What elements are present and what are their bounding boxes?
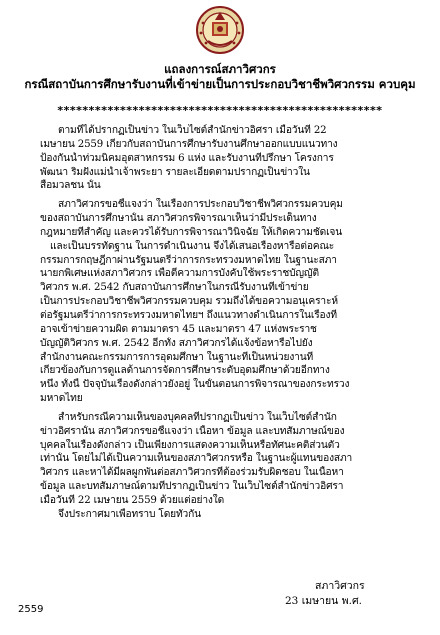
body-line: ของสถาบันการศึกษานั้น สภาวิศวกรพิจารณาเห็นว่ามีประเด็นทาง	[40, 213, 317, 225]
body-line: เท่านั้น โดยไม่ได้เป็นความเห็นของสภาวิศวกรหรือ ในฐานะผู้แทนของสภา	[40, 453, 353, 465]
body-line: หนึ่ง ทั้งนี้ ปัจจุบันเรื่องดังกล่าวยังอยู่ ในขั้นตอนการพิจารณาของกระทรวง	[40, 379, 350, 391]
body-line: ป้องกันน้ำท่วมนิคมอุตสาหกรรม 6 แห่ง และรับงานที่ปรึกษา โครงการ	[40, 152, 334, 164]
star-divider: ****************************************************	[57, 104, 383, 117]
body-line: อาจเข้าข่ายความผิด ตามมาตรา 45 และมาตรา 47 แห่งพระราช	[40, 323, 317, 335]
body-line: ต่อรัฐมนตรีว่าการกระทรวงมหาดไทยฯ ถึงแนวทางดำเนินการในเรื่องที่	[40, 309, 337, 321]
body-line: นายกพิเศษแห่งสภาวิศวกร เพื่อตีความการบังคับใช้พระราชบัญญัติ	[40, 268, 319, 280]
page-subtitle: กรณีสถาบันการศึกษารับงานที่เข้าข่ายเป็นการประกอบวิชาชีพวิศวกรรม ควบคุม	[24, 77, 416, 91]
body-line: เกี่ยวข้องกับการดูแลด้านการจัดการศึกษาระดับอุดมศึกษาด้วยอีกทาง	[40, 365, 330, 377]
body-line: สภาวิศวกรขอชี้แจงว่า ในเรื่องการประกอบวิชาชีพวิศวกรรมควบคุม	[58, 199, 343, 211]
body-line: ข่าวอิศรานั้น สภาวิศวกรขอชี้แจงว่า เนื้อหา ข้อมูล และบทสัมภาษณ์ของ	[40, 425, 345, 437]
body-line: บุคคลในเรื่องดังกล่าว เป็นเพียงการแสดงความเห็นหรือทัศนะคติส่วนตัว	[40, 439, 340, 451]
body-line: สำนักงานคณะกรรมการการอุดมศึกษา ในฐานะที่เป็นหน่วยงานที่	[40, 351, 314, 363]
body-line: มหาดไทย	[40, 393, 83, 405]
body-line: สื่อมวลชน นั้น	[40, 180, 101, 192]
signature-organization: สภาวิศวกร	[315, 580, 365, 592]
body-line: บัญญัติวิศวกร พ.ศ. 2542 อีกทั้ง สภาวิศวกรได้แจ้งข้อหารือไปยัง	[40, 337, 313, 349]
body-line: ตามที่ได้ปรากฏเป็นข่าว ในเว็บไซต์สำนักข่าวอิศรา เมื่อวันที่ 22	[58, 125, 327, 136]
body-line: กฎหมายที่สำคัญ และควรได้รับการพิจารณาวินิจฉัย ให้เกิดความชัดเจน	[40, 226, 343, 238]
body-line: เมื่อวันที่ 22 เมษายน 2559 ด้วยแต่อย่างใด	[40, 494, 225, 506]
signature-date: 23 เมษายน พ.ศ.	[285, 595, 362, 607]
body-line: วิศวกร และหาได้มีผลผูกพันต่อสภาวิศวกรที่ต้องร่วมรับผิดชอบ ในเนื้อหา	[40, 467, 344, 479]
body-line: จึงประกาศมาเพื่อทราบ โดยทั่วกัน	[58, 508, 201, 520]
body-line: และเป็นบรรทัดฐาน ในการดำเนินงาน จึงได้เสนอเรื่องหารือต่อคณะ	[50, 240, 335, 252]
body-line: เป็นการประกอบวิชาชีพวิศวกรรมควบคุม รวมถึงได้ขอความอนุเคราะห์	[40, 296, 338, 308]
body-line: สำหรับกรณีความเห็นของบุคคลที่ปรากฏเป็นข่าว ในเว็บไซต์สำนัก	[58, 411, 337, 423]
body-line: กรรมการกฤษฎีกาผ่านรัฐมนตรีว่าการกระทรวงมหาดไทย ในฐานะสภา	[40, 254, 337, 266]
body-line: พัฒนา ริมฝั่งแม่น้ำเจ้าพระยา รายละเอียดตามปรากฏเป็นข่าวใน	[40, 166, 310, 178]
engineering-council-seal-logo	[195, 3, 245, 57]
body-line: วิศวกร พ.ศ. 2542 กับสถาบันการศึกษาในกรณีรับงานที่เข้าข่าย	[40, 282, 309, 294]
body-line: ข้อมูล และบทสัมภาษณ์ตามที่ปรากฏเป็นข่าว ในเว็บไซต์สำนักข่าวอิศรา	[40, 481, 344, 493]
page-title: แถลงการณ์สภาวิศวกร	[164, 62, 276, 76]
body-line: เมษายน 2559 เกี่ยวกับสถาบันการศึกษารับงานศึกษาออกแบบแนวทาง	[40, 138, 338, 150]
footer-year: 2559	[18, 604, 44, 615]
statement-body	[40, 124, 413, 522]
